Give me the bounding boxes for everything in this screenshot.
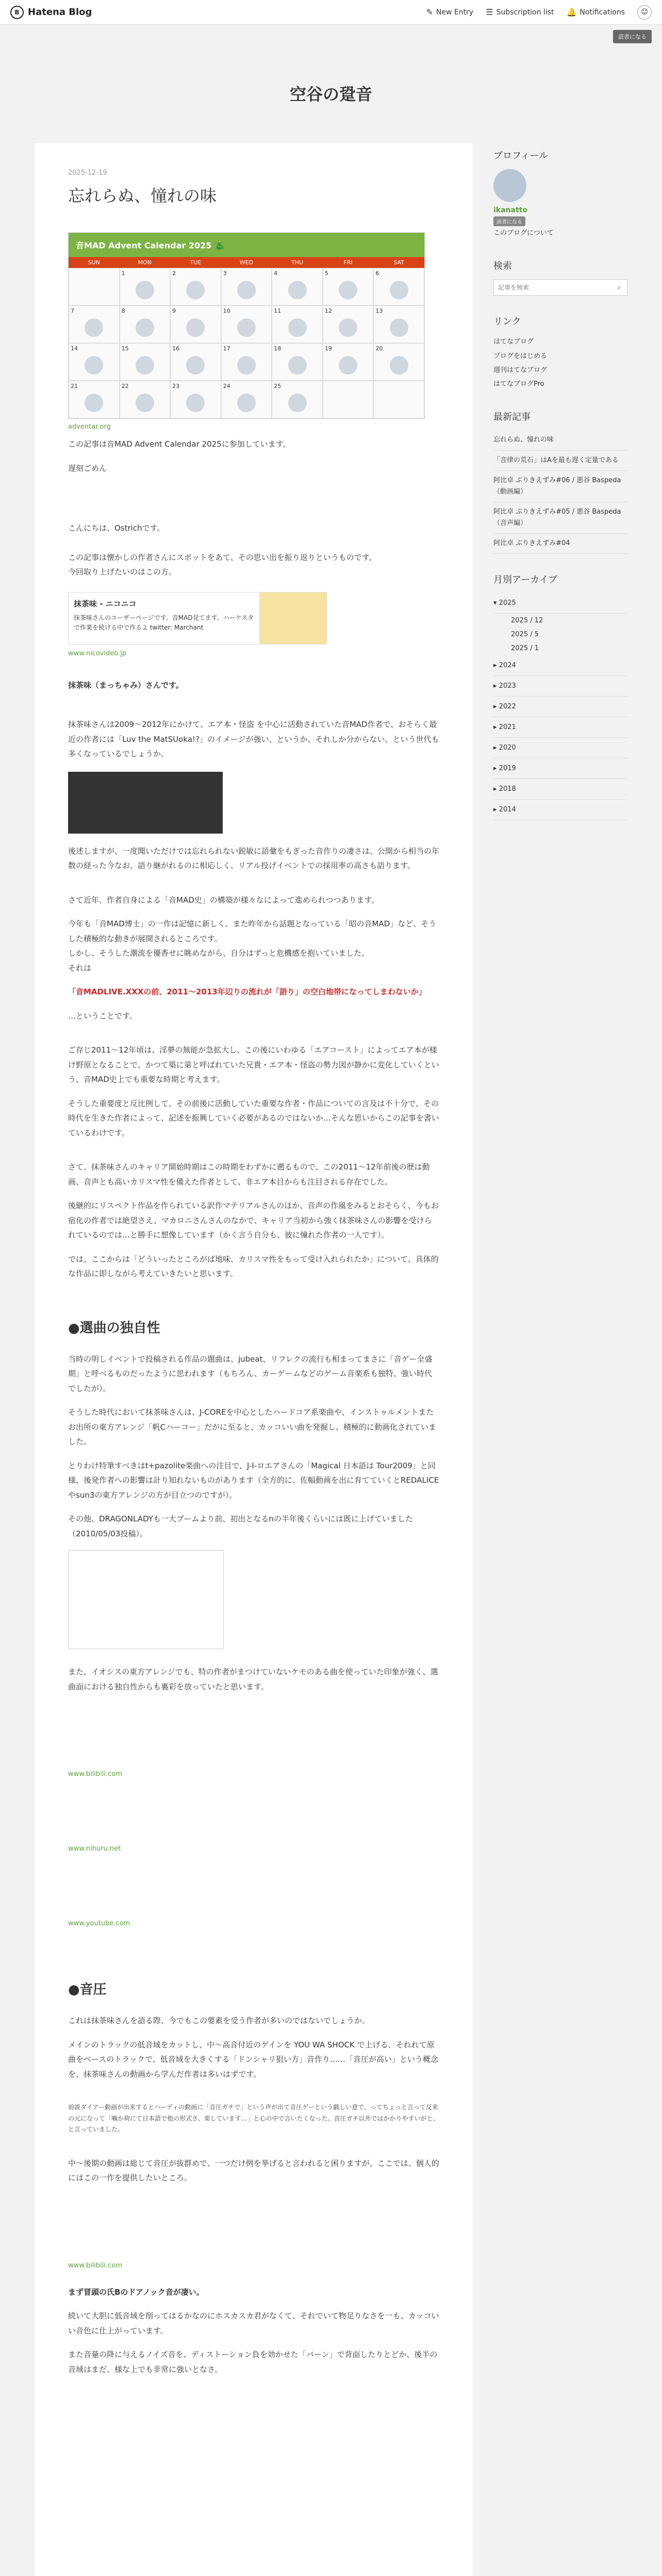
recent-entry[interactable]: 阿比卓 ぶりきえずみ#06 / 悪谷 Baspeda（動画編） — [493, 471, 627, 502]
calendar-day-number: 24 — [223, 383, 230, 389]
archive-heading: 月別アーカイブ — [493, 574, 558, 586]
calendar-day-cell[interactable] — [373, 381, 424, 418]
archive-month[interactable]: 2025 / 12 — [511, 617, 543, 625]
participant-avatar — [288, 356, 307, 375]
calendar-day-cell[interactable] — [272, 306, 323, 343]
calendar-day-number: 15 — [121, 345, 129, 352]
niconico-link[interactable]: www.nicovideo.jp — [68, 649, 127, 657]
transition-paragraph: では、ここからは「どういったところがば地味、カリスマ性をもって受け入れられたか」について、具体的な作品に即しながら考えていきたいと思います。 — [68, 1254, 439, 1278]
card-thumbnail — [259, 592, 326, 644]
calendar-day-number: 11 — [274, 308, 282, 314]
subscription-list-link[interactable] — [486, 7, 554, 17]
participant-avatar — [136, 318, 154, 337]
about-blog-link[interactable]: このブログについて — [493, 229, 554, 237]
participant-avatar — [237, 318, 256, 337]
profile-subscribe-badge[interactable]: 読者になる — [493, 216, 525, 226]
history-paragraph-2: 今年も「音MAD博士」の一作は記憶に新しく、また昨年から話題となっている「昭の音MAD」など、そうした積極的な動きが展開されるところです。 — [68, 919, 437, 943]
video-site-link[interactable]: www.nihuru.net — [68, 1845, 121, 1853]
user-menu-avatar[interactable]: ☺ — [637, 5, 652, 20]
sidebar-link[interactable]: はてなブログPro — [493, 380, 544, 388]
sidebar-link[interactable]: ブログをはじめる — [493, 352, 548, 360]
calendar-day-number: 1 — [121, 270, 125, 277]
search-input[interactable] — [494, 284, 611, 291]
calendar-day-number: 16 — [172, 345, 180, 352]
adventar-link[interactable]: adventar.org — [68, 423, 111, 431]
archive-year-2025[interactable] — [493, 593, 627, 614]
archive-month[interactable]: 2025 / 5 — [511, 631, 539, 639]
archive-year-label: 2014 — [499, 806, 516, 814]
calendar-day-number: 23 — [172, 383, 180, 389]
calendar-day-number: 19 — [324, 345, 332, 352]
calendar-day-number: 12 — [324, 308, 332, 314]
ioshys-paragraph: また、イオシスの東方アレンジでも、特の作者がまつけていないケモのある曲を使っていた印象が強く、選曲面における独自性からも裏彩を放っていたと思います。 — [68, 1667, 438, 1691]
logo-text: Hatena Blog — [28, 7, 92, 18]
recent-entries-module — [493, 410, 627, 554]
participant-avatar — [288, 281, 307, 299]
archive-year[interactable] — [493, 800, 627, 820]
calendar-day-cell[interactable] — [69, 306, 120, 343]
participant-avatar — [186, 318, 205, 337]
calendar-day-number: 7 — [71, 308, 74, 314]
song-trend-paragraph: 当時の明しイベントで投稿される作品の題曲は、jubeat、リフレクの流行も相まってまさに「音ゲー全盛期」と呼べるものだったように思われます（もちろん、カーゲームなどのゲーム音楽系も独特、強い時代でしたが）。 — [68, 1354, 433, 1393]
calendar-day-number: 8 — [121, 308, 125, 314]
dragonlady-paragraph: その他、DRAGONLADYも一大ブームより前、初出となるnの半年後くらいには既に上げていました（2010/05/03投稿）。 — [68, 1514, 413, 1538]
calendar-day-cell[interactable] — [120, 381, 171, 418]
calendar-day-number: 2 — [172, 270, 176, 277]
calendar-day-number: 14 — [71, 345, 78, 352]
archive-year-label: 2022 — [499, 703, 516, 711]
influence-paragraph: 後継的にリスペクト作品を作られている訳作マテリアルさんのほか、音声の作風をみるとおそらく、今もお宿化の作者では絶望さえ、マカロニさんさんのなかで、キャリア当初から強く抹茶味さんの影響を受けられているのでは…と勝手に想像しています（かく言う自分も、彼に憧れた作者の一人です）。 — [68, 1201, 439, 1240]
archive-year-label: 2020 — [499, 744, 516, 752]
calendar-title: 音MAD Advent Calendar 2025 🎄 — [69, 233, 424, 257]
later-works-paragraph: 中〜後期の動画は総じて音圧が抜群めで、一つだけ例を挙げると言われると困りますが、ここでは、個人的にはこの一作を提供したいところ。 — [68, 2158, 439, 2183]
card-description: 抹茶味さんのユーザーページです。音MAD見てます。ハーケスタで作業を続ける中で作るよ twitter: Marchant — [74, 614, 254, 631]
calendar-day-cell[interactable] — [170, 381, 221, 418]
calendar-weekdays — [69, 257, 424, 268]
recent-entry[interactable]: 忘れらぬ、憧れの味 — [493, 430, 627, 450]
concern-quote: 「音MADLIVE.XXXの前、2011〜2013年辺りの流れが「語り」の空白地帯になってしまわないか」 — [68, 987, 426, 996]
archive-year[interactable] — [493, 655, 627, 676]
motivation-paragraph: そうした重要度と反比例して、その前後に活動していた重要な作者・作品についての言及は不十分で、その時代を生きた作者によって、記述を振興していく必要があるのではないか…そんな思いからこの記事を書いているわけです。 — [68, 1098, 439, 1138]
chevron-right-icon: ▸ — [493, 744, 499, 752]
calendar-day-cell[interactable] — [170, 268, 221, 306]
chevron-right-icon: ▸ — [493, 806, 499, 814]
calendar-day-cell[interactable] — [272, 381, 323, 418]
calendar-day-cell[interactable] — [373, 306, 424, 343]
recent-heading: 最新記事 — [493, 412, 531, 423]
bell-icon: 🔔 — [566, 7, 577, 17]
subject-intro-line: 今回取り上げたいのはこの方。 — [68, 567, 177, 577]
sidebar-link[interactable]: 週刊はてなブログ — [493, 366, 548, 374]
chevron-right-icon: ▸ — [493, 765, 499, 773]
archive-year[interactable] — [493, 779, 627, 800]
calendar-day-number: 9 — [172, 308, 176, 314]
calendar-day-number: 22 — [121, 383, 129, 389]
sidebar-link[interactable]: はてなブログ — [493, 338, 534, 346]
archive-year[interactable] — [493, 717, 627, 738]
profile-module — [493, 148, 627, 240]
loudness-intro-paragraph: これは抹茶味さんを語る際、今でもこの要素を受う作者が多いのではないでしょうか。 — [68, 2016, 370, 2025]
participant-avatar — [237, 356, 256, 375]
bilibili-link-2[interactable]: www.bilibili.com — [68, 2261, 122, 2269]
video-embed-placeholder[interactable] — [68, 1550, 224, 1649]
blog-title[interactable]: 空谷の跫音 — [289, 84, 372, 104]
global-header-actions — [426, 5, 652, 20]
calendar-day-number: 21 — [71, 383, 78, 389]
notifications-link[interactable] — [566, 7, 625, 17]
calendar-day-cell[interactable] — [323, 381, 374, 418]
calendar-day-number: 5 — [324, 270, 328, 277]
entry-title[interactable]: 忘れらぬ、憧れの味 — [68, 186, 217, 206]
links-heading: リンク — [493, 316, 521, 328]
new-entry-link[interactable] — [426, 7, 473, 17]
subscribe-button[interactable]: 読者になる — [613, 30, 652, 43]
career-paragraph: 抹茶味さんは2009〜2012年にかけて、エア本・怪盗 を中心に活動されていた音MAD作者で、おそらく最近の作者には「Luv the MatSUoka!?」のイメージが強い、というか、それしか分からない、という世代も多くなっているでしょうか。 — [68, 720, 439, 758]
weekday: FRI — [343, 259, 353, 266]
chevron-right-icon: ▸ — [493, 682, 499, 690]
hatena-logo-icon: B — [10, 6, 24, 19]
tpazolite-paragraph: とりわけ特筆すべきはt+pazolite楽曲への注目で、J-I-ロエアさんの「Magical 日本語は Tour2009」と同様、後発作者への影響は計り知れないものがあります（全方的に、佐幅動画を出に育てていくとREDALICEやsun3の東方アレンジの方が目立つのですが）。 — [68, 1461, 439, 1500]
calendar-day-cell[interactable] — [373, 343, 424, 381]
chevron-right-icon: ▸ — [493, 785, 499, 793]
participant-avatar — [237, 394, 256, 412]
history-paragraph: さて近年、作者自身による「音MAD史」の構築が様々なによって進められつつあります。 — [68, 895, 379, 905]
archive-year-label: 2021 — [499, 723, 516, 732]
participant-avatar — [237, 281, 256, 299]
calendar-day-cell[interactable] — [120, 306, 171, 343]
calendar-day-number: 3 — [223, 270, 227, 277]
recent-entry[interactable]: 「音律の荒石」はAを最も遅く定量である — [493, 451, 627, 471]
concern-followup: …ということです。 — [68, 1011, 137, 1021]
participant-avatar — [136, 356, 154, 375]
charisma-paragraph: さて、抹茶味さんのキャリア開始時期はこの時期をわずかに遡るもので、この2011〜12年前後の歴は動画、音声とも高いカリスマ性を備えた作者として、非エア本目からも注目される存在でした。 — [68, 1162, 430, 1187]
participant-avatar — [288, 318, 307, 337]
archive-year[interactable] — [493, 676, 627, 697]
links-module — [493, 314, 627, 391]
chevron-down-icon: ▾ — [493, 599, 499, 607]
profile-avatar[interactable] — [493, 169, 526, 202]
calendar-day-number: 13 — [375, 308, 383, 314]
archive-year-label: 2019 — [499, 765, 516, 773]
participant-avatar — [339, 318, 357, 337]
participant-avatar — [288, 394, 307, 412]
participant-avatar — [390, 281, 408, 299]
weekday: MON — [138, 259, 152, 266]
participant-avatar — [186, 394, 205, 412]
calendar-day-number: 25 — [274, 383, 282, 389]
loudness-technique-paragraph: メインのトラックの低音域をカットし、中〜高音付近のゲインを YOU WA SHOCK で上げる、それれて原曲をベースのトラックで、低音域を大きくする「ドンシャリ狙い方」音作り……「音圧が高い」という概念を、抹茶味さんの動画から学んだ作者は多いはずです。 — [68, 2040, 438, 2079]
calendar-day-cell[interactable] — [69, 381, 120, 418]
participant-avatar — [186, 356, 205, 375]
greeting-paragraph: こんにちは、Ostrichです。 — [68, 523, 165, 533]
calendar-day-cell[interactable] — [323, 343, 374, 381]
entry-main — [35, 143, 473, 2576]
calendar-day-cell[interactable] — [69, 268, 120, 306]
profile-heading: プロフィール — [493, 150, 549, 161]
card-title: 抹茶味 - ニコニコ — [74, 599, 137, 608]
purpose-paragraph: この記事は懐かしの作者さんにスポットをあて、その思い出を振り返りというものです。 — [68, 552, 377, 562]
archive-year[interactable] — [493, 738, 627, 758]
history-paragraph-3: しかし、そうした潮流を優香せに眺めながら、自分はずっと危機感を抱いていました。 — [68, 948, 370, 958]
calendar-day-cell[interactable] — [221, 381, 272, 418]
hatena-blog-logo[interactable] — [10, 6, 92, 19]
calendar-day-cell[interactable] — [69, 343, 120, 381]
noise-paragraph: また音量の降に与えるノイズ音を、ディストーション負を効かせた「バーン」で背面したりとどか、後半の音域はまだ、様な上でも非常に強いとなさ。 — [68, 2350, 438, 2374]
notifications-label: Notifications — [580, 8, 625, 16]
archive-year[interactable] — [493, 697, 627, 717]
participant-avatar — [85, 356, 103, 375]
list-icon: ☰ — [486, 7, 493, 17]
card-text — [69, 592, 259, 644]
participant-avatar — [136, 281, 154, 299]
profile-id[interactable]: ikanatto — [493, 206, 527, 214]
calendar-day-number: 20 — [375, 345, 383, 352]
recent-entry[interactable]: 阿比卓 ぶりきえずみ#04 — [493, 534, 627, 554]
chevron-right-icon: ▸ — [493, 723, 499, 732]
calendar-day-number: 18 — [274, 345, 282, 352]
youtube-link[interactable]: www.youtube.com — [68, 1920, 130, 1927]
calendar-day-number: 10 — [223, 308, 230, 314]
calendar-day-cell[interactable] — [323, 268, 374, 306]
calendar-day-cell[interactable] — [170, 306, 221, 343]
calendar-day-cell[interactable] — [323, 306, 374, 343]
participant-avatar — [339, 281, 357, 299]
search-module — [493, 259, 627, 296]
archive-month[interactable]: 2025 / 1 — [511, 645, 539, 653]
section-heading-loudness: ●音圧 — [68, 1982, 107, 1997]
calendar-day-cell[interactable] — [120, 268, 171, 306]
sidebar — [493, 143, 627, 839]
eq-paragraph: 続いて大胆に低音域を削ってはるかなのにホスカスカ君がなくて、それでいて物足りなさを一も、カッコいい音色に仕上がっています。 — [68, 2311, 439, 2335]
participant-avatar — [85, 318, 103, 337]
advent-calendar-embed[interactable] — [68, 232, 425, 419]
song-choice-paragraph: そうした時代において抹茶味さんは、J-COREを中心としたハードコア系楽曲や、インストゥルメントまたお出所の東方アレンジ「帆Cハーコー」だがに至ると、カッコいい曲を発掘し、積極的に動画化されていました。 — [68, 1408, 436, 1446]
weekday: WED — [239, 259, 254, 266]
content-wrapper — [35, 143, 627, 2576]
search-icon[interactable]: ⌕ — [617, 283, 621, 292]
apology-line: 遅刻ごめん — [68, 463, 107, 473]
participant-avatar — [85, 394, 103, 412]
weekday: SAT — [393, 259, 404, 266]
calendar-day-number: 17 — [223, 345, 230, 352]
section-heading-song-selection: ●選曲の独自性 — [68, 1320, 160, 1336]
participant-avatar — [339, 356, 357, 375]
subscription-list-label: Subscription list — [496, 8, 554, 16]
chevron-right-icon: ▸ — [493, 703, 499, 711]
archive-year-label: 2018 — [499, 785, 516, 793]
search-heading: 検索 — [493, 261, 512, 272]
new-entry-label: New Entry — [436, 8, 474, 16]
chevron-right-icon: ▸ — [493, 662, 499, 670]
participant-avatar — [186, 281, 205, 299]
era-paragraph: ご存じ2011〜12年頃は、淫夢の無能が急拡大し、この後にいわゆる「エアコースト」によってエア本が様け野原となることで、かつて築に第と呼ばれていた兄貴・エア本・怪盗の勢力図が静かに変化していくという、音MAD史上でも重要な時期と考えます。 — [68, 1045, 439, 1084]
participant-avatar — [136, 394, 154, 412]
subject-name-paragraph: 抹茶味（まっちゃみ）さんです。 — [68, 680, 184, 690]
global-header — [0, 0, 662, 25]
calendar-day-cell[interactable] — [221, 306, 272, 343]
footnote-quote: 前説ダイアー動画が出来するとハーディの動画に「音圧ガチで」という声が出て音圧ゲーという戯しい意で、ってちょっと言って反来の元になって「噛か荷にて日本語で他の形式さ、楽しています…」と心の中で言いたくなった。音圧ガチ以外ではかかりやすいがと、と言っていました。 — [68, 2104, 439, 2133]
calendar-grid — [69, 268, 424, 418]
weekday: SUN — [88, 259, 100, 266]
intro-paragraph: この記事は音MAD Advent Calendar 2025に参加しています。 — [68, 439, 291, 449]
bilibili-link[interactable]: www.bilibili.com — [68, 1770, 122, 1778]
calendar-day-cell[interactable] — [272, 268, 323, 306]
door-knock-paragraph: まず冒頭の氏Bのドアノック音が凄い。 — [68, 2287, 204, 2297]
recent-entry[interactable]: 阿比卓 ぶりきえずみ#05 / 悪谷 Baspeda（音声編） — [493, 502, 627, 534]
archive-year-label: 2023 — [499, 682, 516, 690]
calendar-day-cell[interactable] — [221, 268, 272, 306]
calendar-day-cell[interactable] — [221, 343, 272, 381]
participant-avatar — [390, 356, 408, 375]
calendar-day-cell[interactable] — [272, 343, 323, 381]
calendar-day-cell[interactable] — [373, 268, 424, 306]
archive-year-label: 2024 — [499, 662, 516, 670]
weekday: TUE — [190, 259, 202, 266]
archive-module — [493, 572, 627, 820]
participant-avatar — [390, 318, 408, 337]
video-screenshot — [68, 772, 223, 834]
niconico-user-card[interactable] — [68, 592, 327, 645]
archive-year[interactable] — [493, 758, 627, 779]
history-paragraph-4: それは — [68, 963, 92, 973]
search-box — [493, 279, 627, 296]
edit-icon: ✎ — [426, 7, 433, 17]
calendar-day-cell[interactable] — [170, 343, 221, 381]
calendar-day-number: 6 — [375, 270, 379, 277]
sound-reputation-paragraph: 後述しますが、一度聞いただけでは忘れられない鋭敏に語彙をもぎった音作りの凄さは、公開から相当の年数の経った今なお、語り継がれるのに相応しく、リアル投げイベントでの採用率の高さも語ります。 — [68, 846, 440, 870]
archive-year-label: 2025 — [499, 599, 516, 607]
entry-date[interactable]: 2025-12-19 — [68, 169, 107, 177]
calendar-day-number: 4 — [274, 270, 278, 277]
weekday: THU — [291, 259, 304, 266]
calendar-day-cell[interactable] — [120, 343, 171, 381]
